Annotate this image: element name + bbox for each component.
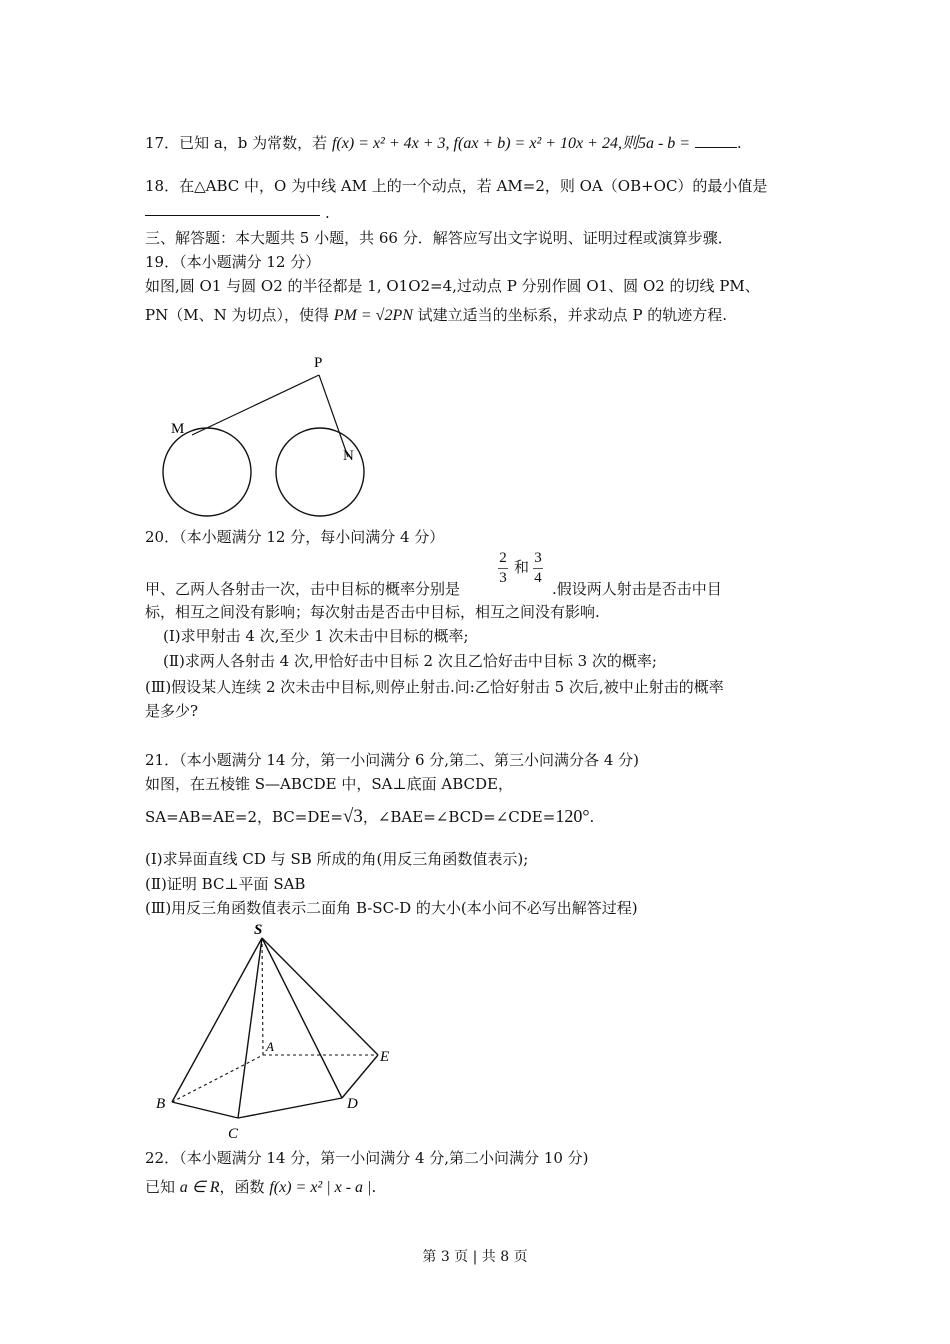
q21-pyramid-figure bbox=[150, 918, 400, 1148]
q20-header: 20．（本小题满分 12 分，每小问满分 4 分） bbox=[145, 528, 445, 546]
section3-heading: 三、解答题：本大题共 5 小题，共 66 分．解答应写出文字说明、证明过程或演算步骤． bbox=[145, 229, 733, 247]
q22-function: f(x) = x² | x - a | bbox=[269, 1179, 372, 1196]
tangent-pn bbox=[319, 375, 348, 457]
q21-line1: 如图，在五棱锥 S—ABCDE 中，SA⊥底面 ABCDE， bbox=[145, 775, 513, 793]
q20-and: 和 bbox=[514, 558, 530, 576]
q21-angle: 120° bbox=[555, 806, 590, 826]
q20-line1-prefix: 甲、乙两人各射击一次，击中目标的概率分别是 bbox=[145, 580, 461, 598]
q22-prefix: 已知 bbox=[145, 1178, 176, 1196]
label-d: D bbox=[347, 1096, 358, 1112]
q17-prefix: 17．已知 a，b 为常数，若 bbox=[145, 134, 328, 152]
q21-line2-suffix: . bbox=[589, 808, 595, 826]
q19-line2-prefix: PN（M、N 为切点），使得 bbox=[145, 306, 329, 324]
q20-part1: (Ⅰ)求甲射击 4 次,至少 1 次未击中目标的概率; bbox=[163, 627, 469, 645]
q21-header: 21．（本小题满分 14 分，第一小问满分 6 分,第二、第三小问满分各 4 分) bbox=[145, 751, 639, 769]
q20-fraction-1 bbox=[498, 550, 508, 587]
q18-text: 18．在△ABC 中，O 为中线 AM 上的一个动点，若 AM=2，则 OA（OB+OC）的最小值是 bbox=[145, 177, 768, 195]
q18-answer-blank bbox=[145, 215, 320, 216]
q21-line2 bbox=[145, 806, 594, 827]
q18-suffix: . bbox=[325, 204, 330, 222]
q22-a-in-r: a ∈ R bbox=[179, 1179, 220, 1196]
q19-formula: PM = √2PN bbox=[333, 307, 413, 324]
circle-o2 bbox=[276, 428, 364, 516]
edge-sa bbox=[262, 938, 263, 1055]
tangent-pm bbox=[192, 375, 319, 435]
q17-line bbox=[145, 133, 742, 154]
q21-part3: (Ⅲ)用反三角函数值表示二面角 B-SC-D 的大小(本小问不必写出解答过程) bbox=[145, 899, 638, 917]
frac1-denominator: 3 bbox=[499, 570, 507, 586]
label-p: P bbox=[314, 355, 323, 371]
q19-line1: 如图,圆 O1 与圆 O2 的半径都是 1, O1O2=4,过动点 P 分别作圆 O1、圆 O2 的切线 PM、 bbox=[145, 277, 760, 295]
edge-sc bbox=[238, 938, 262, 1118]
q19-circles-figure bbox=[145, 345, 385, 520]
q22-header: 22．（本小题满分 14 分，第一小问满分 4 分,第二小问满分 10 分) bbox=[145, 1149, 589, 1167]
edge-sb bbox=[172, 938, 262, 1102]
q19-line2 bbox=[145, 305, 727, 326]
q20-line2: 标，相互之间没有影响；每次射击是否击中目标，相互之间没有影响. bbox=[145, 603, 600, 621]
q17-suffix: . bbox=[736, 134, 742, 152]
label-a: A bbox=[266, 1039, 274, 1054]
q21-sqrt3: √3 bbox=[342, 806, 363, 827]
frac2-denominator: 4 bbox=[534, 570, 542, 586]
q17-answer-blank bbox=[695, 133, 737, 148]
q20-part3-line2: 是多少? bbox=[145, 702, 199, 720]
q20-fraction-2 bbox=[533, 550, 543, 587]
q19-header: 19．（本小题满分 12 分） bbox=[145, 253, 321, 271]
frac1-numerator: 2 bbox=[499, 550, 507, 566]
label-b: B bbox=[156, 1096, 166, 1112]
q20-line1-suffix: .假设两人射击是否击中目 bbox=[552, 580, 722, 598]
q22-line1 bbox=[145, 1177, 376, 1198]
edge-bc bbox=[172, 1102, 238, 1118]
q21-part2: (Ⅱ)证明 BC⊥平面 SAB bbox=[145, 875, 306, 893]
q22-mid: ，函数 bbox=[219, 1178, 265, 1196]
label-n: N bbox=[343, 448, 354, 464]
edge-sd bbox=[262, 938, 342, 1098]
edge-se bbox=[262, 938, 378, 1055]
q20-part3-line1: (Ⅲ)假设某人连续 2 次未击中目标,则停止射击.问:乙恰好射击 5 次后,被中止射击的概率 bbox=[145, 678, 724, 696]
edge-cd bbox=[238, 1098, 342, 1118]
q21-line2-prefix: SA=AB=AE=2，BC=DE= bbox=[145, 808, 343, 826]
label-c: C bbox=[228, 1126, 239, 1142]
edge-de bbox=[342, 1055, 378, 1098]
label-s: S bbox=[254, 922, 263, 938]
q21-part1: (Ⅰ)求异面直线 CD 与 SB 所成的角(用反三角函数值表示); bbox=[145, 850, 529, 868]
circle-o1 bbox=[163, 428, 251, 516]
q22-suffix: . bbox=[371, 1178, 377, 1196]
label-m: M bbox=[171, 421, 185, 437]
frac2-numerator: 3 bbox=[534, 550, 542, 566]
q19-line2-suffix: 试建立适当的坐标系，并求动点 P 的轨迹方程. bbox=[417, 306, 728, 324]
q17-formula: f(x) = x² + 4x + 3, f(ax + b) = x² + 10x + 24,则5a - b = bbox=[331, 135, 691, 152]
q21-line2-mid: ，∠BAE=∠BCD=∠CDE= bbox=[362, 808, 556, 826]
label-e: E bbox=[380, 1049, 390, 1065]
page-footer: 第 3 页 | 共 8 页 bbox=[422, 1249, 528, 1265]
q20-part2: (Ⅱ)求两人各射击 4 次,甲恰好击中目标 2 次且乙恰好击中目标 3 次的概率; bbox=[163, 652, 657, 670]
